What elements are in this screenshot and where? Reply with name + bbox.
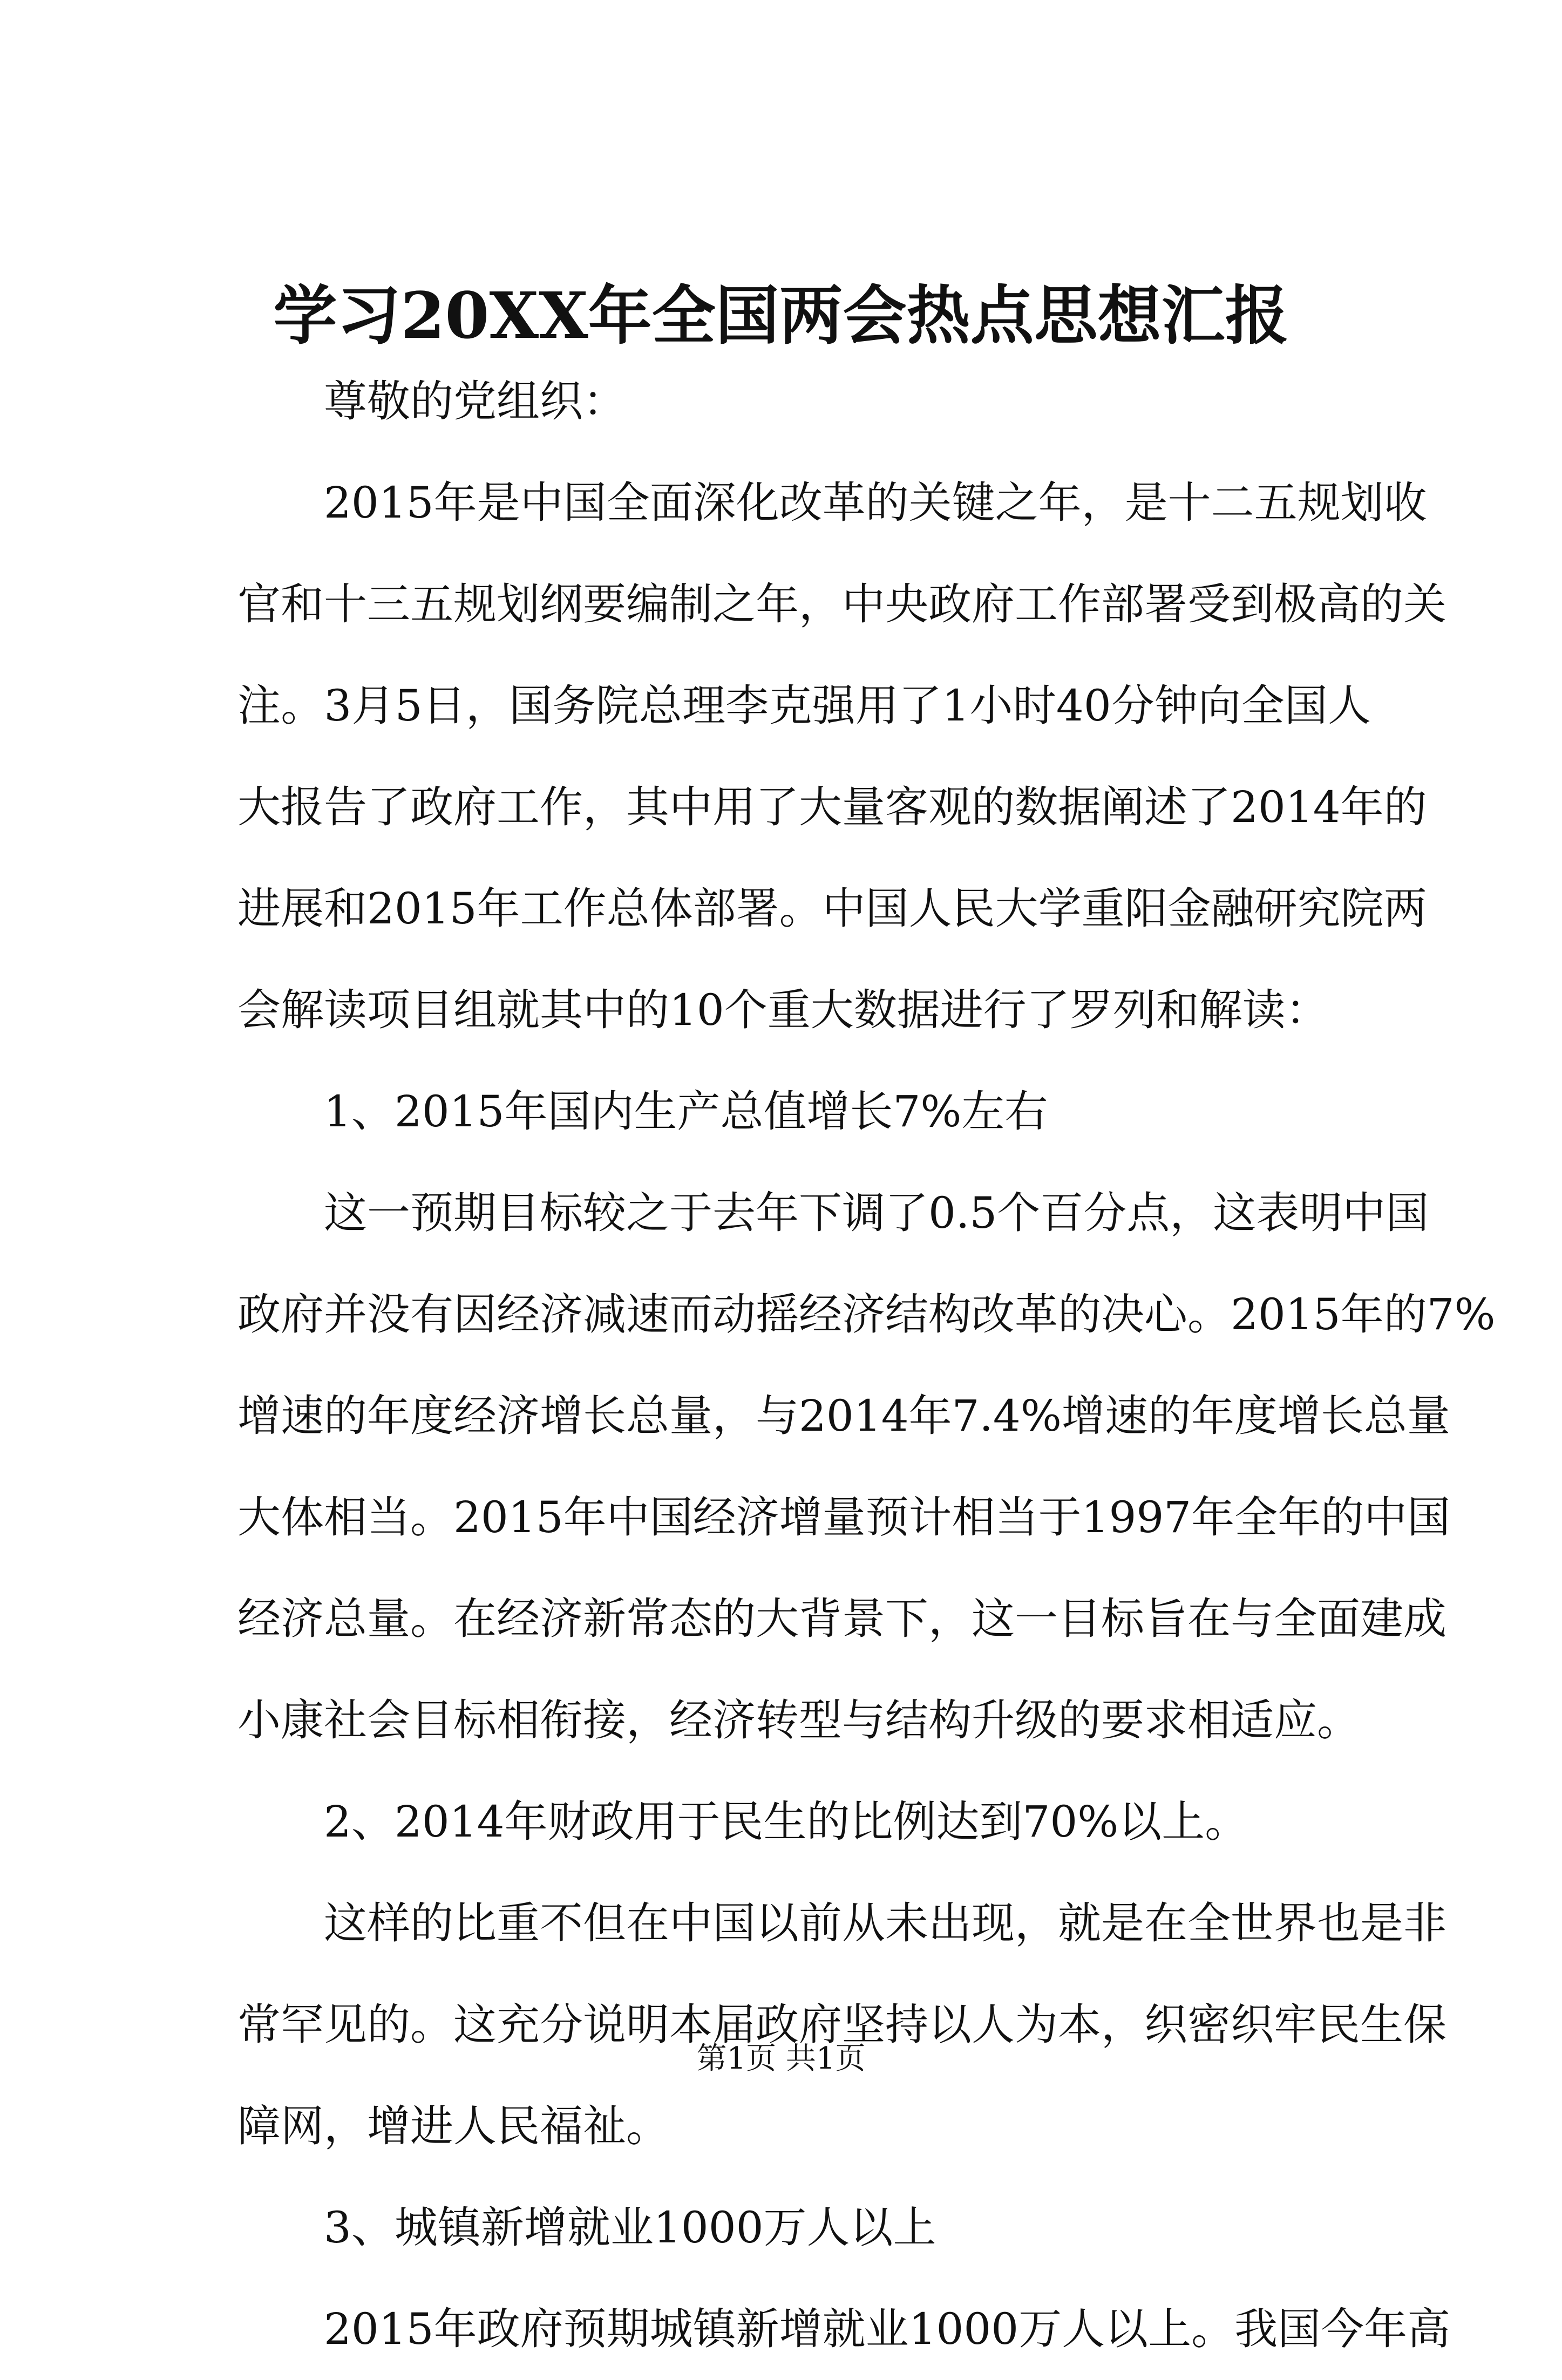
- document-title: 学习20XX年全国两会热点思想汇报: [273, 278, 1289, 353]
- paragraph-line: 大报告了政府工作，其中用了大量客观的数据阐述了2014年的: [237, 782, 1427, 832]
- paragraph-line: 会解读项目组就其中的10个重大数据进行了罗列和解读：: [237, 985, 1329, 1035]
- paragraph-line: 常罕见的。这充分说明本届政府坚持以人为本，织密织牢民生保: [237, 2000, 1446, 2050]
- section-heading: 1、2015年国内生产总值增长7%左右: [324, 1086, 1048, 1137]
- paragraph-line: 进展和2015年工作总体部署。中国人民大学重阳金融研究院两: [237, 883, 1427, 934]
- paragraph-line: 2015年是中国全面深化改革的关键之年，是十二五规划收: [324, 478, 1427, 528]
- section-heading: 2、2014年财政用于民生的比例达到70%以上。: [324, 1797, 1248, 1847]
- paragraph-line: 这一预期目标较之于去年下调了0.5个百分点，这表明中国: [324, 1188, 1429, 1238]
- section-heading: 3、城镇新增就业1000万人以上: [324, 2202, 936, 2253]
- paragraph-line: 大体相当。2015年中国经济增量预计相当于1997年全年的中国: [237, 1492, 1451, 1542]
- paragraph-line: 官和十三五规划纲要编制之年，中央政府工作部署受到极高的关: [237, 579, 1446, 629]
- paragraph-line: 增速的年度经济增长总量，与2014年7.4%增速的年度增长总量: [237, 1391, 1450, 1441]
- paragraph-line: 小康社会目标相衔接，经济转型与结构升级的要求相适应。: [237, 1695, 1360, 1745]
- paragraph-line: 经济总量。在经济新常态的大背景下，这一目标旨在与全面建成: [237, 1594, 1446, 1644]
- paragraph-line: 障网，增进人民福祉。: [237, 2101, 669, 2151]
- paragraph-line: 2015年政府预期城镇新增就业1000万人以上。我国今年高: [324, 2304, 1451, 2354]
- salutation-line: 尊敬的党组织：: [324, 376, 626, 426]
- paragraph-line: 注。3月5日，国务院总理李克强用了1小时40分钟向全国人: [237, 681, 1371, 731]
- page-number-footer: 第1页 共1页: [696, 2041, 866, 2076]
- paragraph-line: 这样的比重不但在中国以前从未出现，就是在全世界也是非: [324, 1898, 1446, 1948]
- paragraph-line: 政府并没有因经济减速而动摇经济结构改革的决心。2015年的7%: [237, 1289, 1496, 1339]
